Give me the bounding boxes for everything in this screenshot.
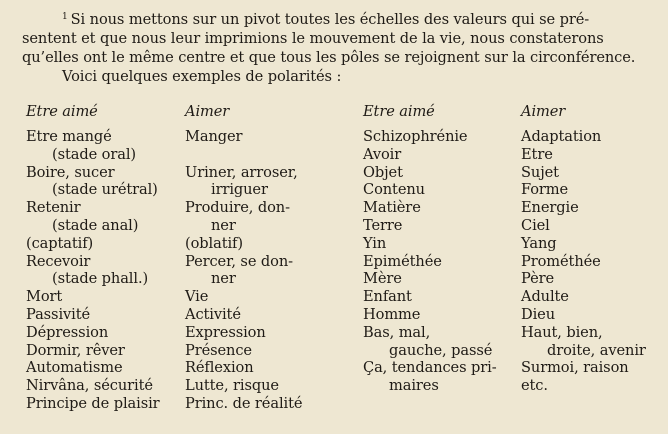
polarity-entry: Etre mangé (26, 128, 112, 145)
polarity-entry: Enfant (363, 288, 412, 306)
paragraph-line: sentent et que nous leur imprimions le mouvement de la vie, nous constaterons (22, 30, 604, 47)
polarity-entry: Uriner, arroser, (185, 163, 298, 181)
polarity-entry: (stade urétral) (52, 181, 158, 199)
polarity-entry: Automatisme (26, 359, 123, 377)
polarity-entry: Sujet (521, 163, 559, 181)
polarity-entry: Ça, tendances pri- (363, 359, 497, 377)
polarity-entry: Avoir (363, 145, 402, 163)
polarity-entry: (stade oral) (52, 145, 136, 163)
polarity-entry: Principe de plaisir (26, 394, 160, 412)
polarity-entry: (stade anal) (52, 216, 139, 234)
footnote-marker: 1 (62, 12, 68, 22)
polarity-entry: Terre (363, 216, 403, 234)
column-aimer-2 (521, 103, 646, 413)
column-aimer-1 (185, 103, 302, 413)
polarity-entry: ner (211, 216, 236, 234)
polarity-entry: Yin (363, 234, 387, 252)
column-header: Aimer (185, 103, 230, 120)
polarity-entry: droite, avenir (547, 341, 646, 359)
polarity-entry: Retenir (26, 199, 81, 217)
polarity-entry: Réflexion (185, 359, 254, 377)
paragraph-line: Voici quelques exemples de polarités : (62, 68, 342, 85)
polarity-entry: gauche, passé (389, 341, 493, 359)
polarity-entry: (oblatif) (185, 234, 243, 252)
polarity-entry: Nirvâna, sécurité (26, 377, 153, 395)
polarity-entry: Passivité (26, 305, 91, 323)
polarity-entry: Adaptation (521, 128, 602, 145)
footnote-paragraph (22, 8, 652, 86)
polarity-entry: Percer, se don- (185, 252, 293, 270)
polarity-entry: Manger (185, 128, 243, 145)
polarity-entry: Matière (363, 199, 421, 217)
column-etre-aime-1 (26, 103, 160, 413)
polarity-entry: Surmoi, raison (521, 359, 629, 377)
polarity-entry: Ciel (521, 216, 550, 234)
polarity-entry: Vie (185, 288, 209, 306)
polarity-entry: Objet (363, 163, 403, 181)
polarity-entry: Mère (363, 270, 402, 288)
polarity-entry: Princ. de réalité (185, 394, 303, 412)
polarity-entry: Etre (521, 145, 553, 163)
polarity-entry: Energie (521, 199, 579, 217)
column-header: Aimer (521, 103, 566, 120)
polarity-entry (521, 395, 646, 413)
polarity-entry: Haut, bien, (521, 323, 603, 341)
column-etre-aime-2 (363, 103, 497, 413)
polarity-entry: Contenu (363, 181, 425, 199)
polarity-entry: Schizophrénie (363, 128, 468, 145)
polarity-entry: Forme (521, 181, 569, 199)
column-header: Etre aimé (363, 103, 435, 120)
polarity-entry: Dieu (521, 305, 556, 323)
polarity-entry: Yang (521, 234, 557, 252)
polarity-entry: Présence (185, 341, 252, 359)
polarity-entry: Dormir, rêver (26, 341, 125, 359)
polarity-entry: (captatif) (26, 234, 94, 252)
polarity-entry: etc. (521, 377, 548, 395)
polarity-entry: maires (389, 377, 439, 395)
polarity-entry: irriguer (211, 181, 268, 199)
polarity-entry: Epiméthée (363, 252, 442, 270)
polarity-entry (363, 395, 497, 413)
polarity-entry: Expression (185, 323, 266, 341)
polarity-entry: Mort (26, 288, 63, 306)
polarity-entry: Père (521, 270, 555, 288)
polarity-entry: (stade phall.) (52, 270, 149, 288)
polarity-entry: Recevoir (26, 252, 91, 270)
polarity-entry: ner (211, 270, 236, 288)
polarity-entry: Prométhée (521, 252, 601, 270)
paragraph-line: qu’elles ont le même centre et que tous les pôles se rejoignent sur la circonférence. (22, 49, 636, 66)
polarity-entry: Lutte, risque (185, 377, 279, 395)
polarity-entry: Boire, sucer (26, 163, 115, 181)
polarity-entry: Adulte (521, 288, 569, 306)
polarity-entry: Produire, don- (185, 199, 290, 217)
polarity-entry: Bas, mal, (363, 323, 431, 341)
polarity-entry (185, 146, 302, 164)
polarity-entry: Homme (363, 305, 421, 323)
column-header: Etre aimé (26, 103, 98, 120)
paragraph-text: Si nous mettons sur un pivot toutes les échelles des valeurs qui se pré- (70, 11, 590, 28)
polarity-entry: Dépression (26, 323, 109, 341)
polarity-entry: Activité (185, 305, 241, 323)
paragraph-line (22, 8, 652, 29)
